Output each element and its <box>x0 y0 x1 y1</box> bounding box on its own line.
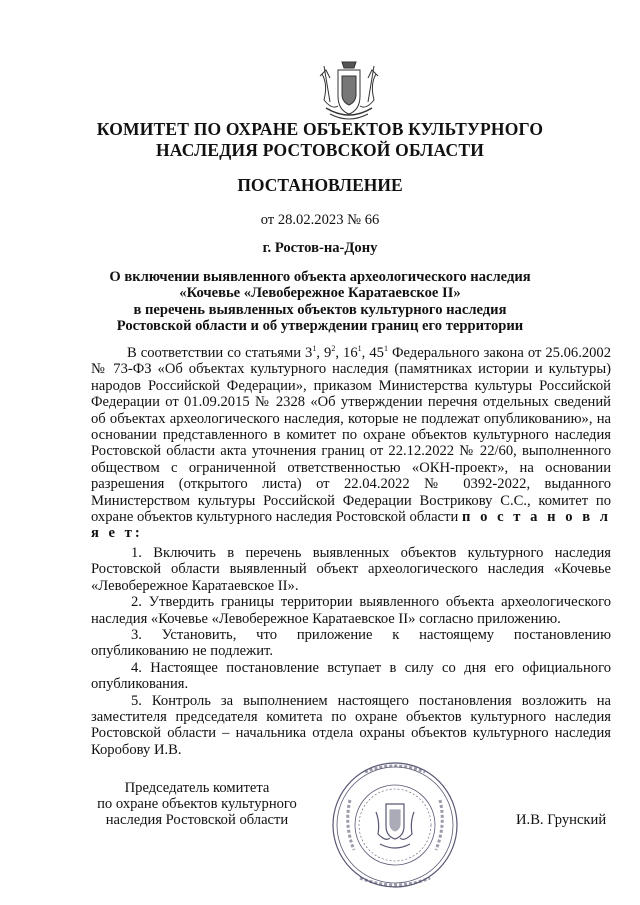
subject-line3: в перечень выявленных объектов культурного наследия <box>133 301 507 318</box>
resolves-word: п о с т а н о в л я е т: <box>91 509 611 542</box>
preamble-text-3: , 16 <box>335 345 358 361</box>
document-type: ПОСТАНОВЛЕНИЕ <box>237 175 403 195</box>
preamble-sup-2: 2 <box>331 344 336 354</box>
resolution-item: 3. Установить, что приложение к настоящему постановлению опубликованию не подлежит. <box>91 627 611 660</box>
resolution-item: 5. Контроль за выполнением настоящего постановления возложить на заместителя председателя комитета по охране объектов культурного наследия Ростовской области – начальника отдела охраны объектов культурного наследия Коробову И.В. <box>91 692 611 758</box>
signer-title <box>90 780 304 828</box>
preamble-text-1: В соответствии со статьями 3 <box>127 345 313 361</box>
preamble-sup-1: 1 <box>312 344 317 354</box>
document-date-number: от 28.02.2023 № 66 <box>260 212 380 228</box>
signer-title-line3: наследия Ростовской области <box>105 812 289 828</box>
organization-name-line1: КОМИТЕТ ПО ОХРАНЕ ОБЪЕКТОВ КУЛЬТУРНОГО <box>96 119 544 139</box>
organization-name <box>0 119 640 161</box>
signer-title-line2: по охране объектов культурного <box>97 796 297 812</box>
document-city: г. Ростов-на-Дону <box>262 240 378 256</box>
resolution-items <box>91 545 611 758</box>
preamble-text-5: Федерального закона от 25.06.2002 № 73-ФЗ «Об объектах культурного наследия (памятниках истории и культуры) народов Российской Федерации», приказом Министерства культуры Российской Федерации от 01.09.2015 № 2328 «Об утверждении перечня отдельных сведений об объектах археологического наследия, которые не подлежат опубликованию», на основании представленного в комитет по охране объектов культурного наследия Ростовской области акта уточнения границ от 22.12.2022 № 22/60, выполненного обществом с ограниченной ответственностью «ОКН-проект», на основании разрешения (открытого листа) от 22.04.2022 № 0392-2022, выданного Министерством культуры Российской Федерации Вострикову С.С., комитет по охране объектов культурного наследия Ростовской области <box>91 345 612 526</box>
official-seal-icon <box>330 760 460 890</box>
subject-line4: Ростовской области и об утверждении границ его территории <box>116 318 524 335</box>
preamble-paragraph <box>91 345 611 542</box>
preamble-text-2: , 9 <box>316 345 332 361</box>
signer-title-line1: Председатель комитета <box>124 780 270 796</box>
preamble-text-4: , 45 <box>361 345 384 361</box>
document-subject <box>0 269 640 335</box>
preamble-sup-3: 1 <box>357 344 362 354</box>
resolution-item: 2. Утвердить границы территории выявленного объекта археологического наследия «Кочевье «Левобережное Каратаевское II» согласно приложению. <box>91 594 611 627</box>
signer-name: И.В. Грунский <box>516 812 607 828</box>
organization-name-line2: НАСЛЕДИЯ РОСТОВСКОЙ ОБЛАСТИ <box>155 140 485 160</box>
subject-line2: «Кочевье «Левобережное Каратаевское II» <box>179 285 461 302</box>
subject-line1: О включении выявленного объекта археологического наследия <box>109 269 531 285</box>
rostov-oblast-coat-of-arms-icon <box>316 56 382 126</box>
resolution-item: 4. Настоящее постановление вступает в силу со дня его официального опубликования. <box>91 659 611 693</box>
preamble-sup-4: 1 <box>383 344 388 354</box>
resolution-item: 1. Включить в перечень выявленных объектов культурного наследия Ростовской области выявленный объект археологического наследия «Кочевье «Левобережное Каратаевское II». <box>91 545 611 594</box>
